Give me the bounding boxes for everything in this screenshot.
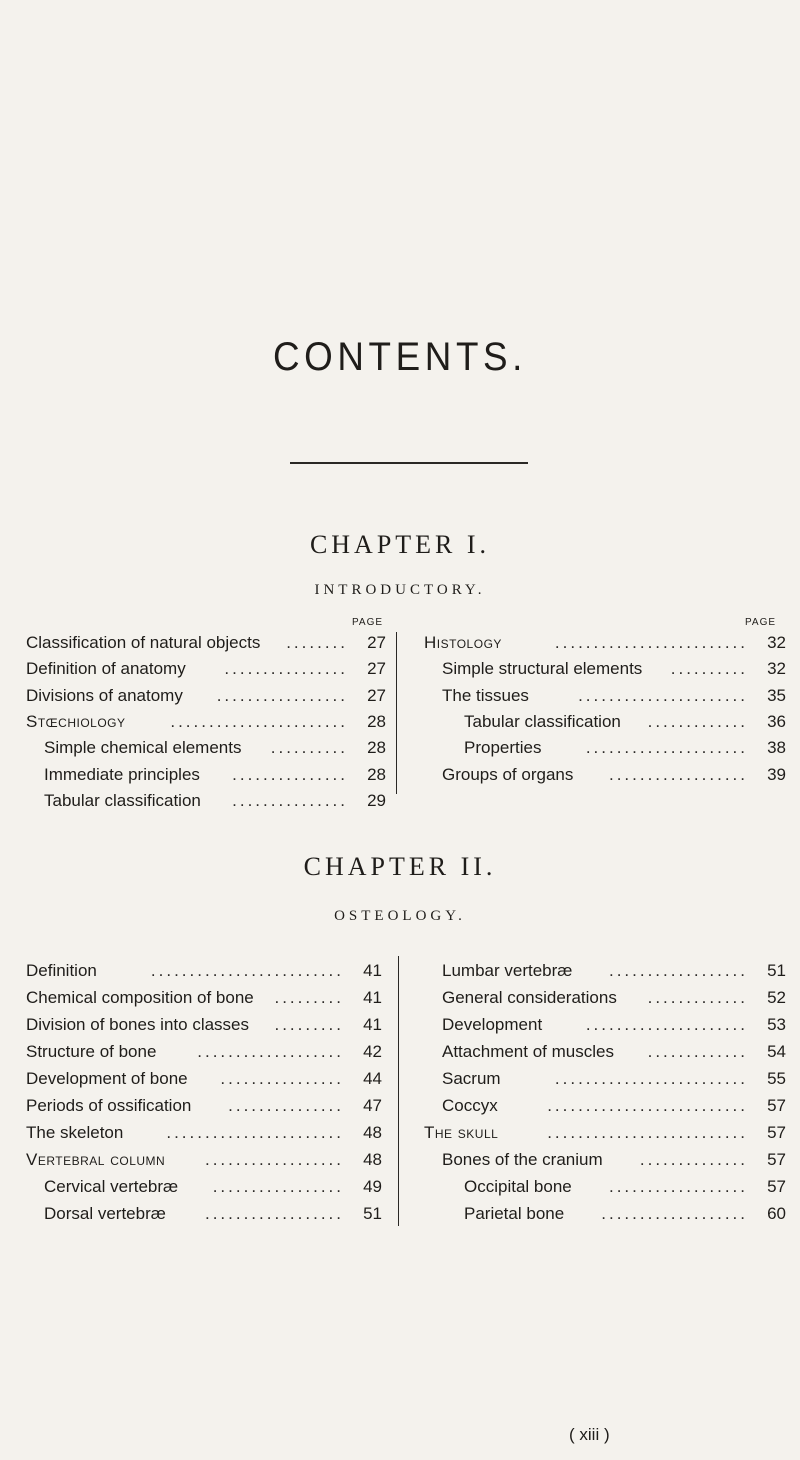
leader-dots: ......................... bbox=[150, 961, 344, 980]
leader-dots: .......... bbox=[670, 659, 748, 679]
toc-entry-page-number: 53 bbox=[767, 1015, 786, 1034]
toc-entry-title: Structure of bone bbox=[26, 1042, 157, 1061]
toc-entry-title: Definition bbox=[26, 961, 97, 980]
toc-entry bbox=[424, 762, 786, 788]
toc-entry-page-number: 47 bbox=[363, 1096, 382, 1115]
toc-entry-page-number: 29 bbox=[367, 790, 386, 810]
toc-entry-title: Coccyx bbox=[442, 1096, 498, 1115]
toc-entry-page-number: 36 bbox=[767, 711, 786, 731]
toc-entry-page-number: 57 bbox=[767, 1177, 786, 1196]
leader-dots: ...................... bbox=[578, 685, 748, 705]
toc-entry-title: Division of bones into classes bbox=[26, 1015, 250, 1034]
toc-entry-title: General considerations bbox=[442, 988, 617, 1007]
toc-entry-page-number: 41 bbox=[363, 1015, 382, 1034]
leader-dots: ................. bbox=[212, 1177, 344, 1196]
page-number: ( xiii ) bbox=[569, 1425, 610, 1444]
toc-entry-title: Definition of anatomy bbox=[26, 659, 186, 679]
toc-entry bbox=[26, 1039, 382, 1065]
leader-dots: ................. bbox=[216, 685, 348, 705]
toc-entry bbox=[26, 656, 386, 682]
leader-dots: ......................... bbox=[554, 633, 748, 652]
toc-entry bbox=[424, 958, 786, 984]
toc-entry bbox=[424, 985, 786, 1011]
toc-entry-title: Development of bone bbox=[26, 1069, 188, 1088]
toc-entry-page-number: 44 bbox=[363, 1069, 382, 1088]
toc-entry-title: Sacrum bbox=[442, 1069, 501, 1088]
toc-entry-page-number: 28 bbox=[367, 711, 386, 731]
toc-entry-title: Properties bbox=[464, 738, 542, 758]
leader-dots: ..................... bbox=[585, 1015, 748, 1034]
toc-entry-title: Chemical composition of bone bbox=[26, 988, 254, 1007]
leader-dots: ............. bbox=[647, 711, 748, 731]
toc-entry-title: Groups of organs bbox=[442, 764, 574, 784]
toc-entry bbox=[424, 1201, 786, 1227]
toc-entry bbox=[26, 683, 386, 709]
toc-entry bbox=[26, 630, 386, 656]
toc-entry bbox=[424, 630, 786, 656]
toc-entry bbox=[26, 709, 386, 735]
toc-entry bbox=[424, 735, 786, 761]
page-title: CONTENTS. bbox=[272, 335, 528, 379]
chapter-2-column-divider bbox=[398, 956, 399, 1226]
toc-entry-title: The skeleton bbox=[26, 1123, 124, 1142]
leader-dots: .............. bbox=[639, 1150, 748, 1169]
toc-entry-page-number: 51 bbox=[363, 1204, 382, 1223]
toc-entry bbox=[424, 1039, 786, 1065]
toc-entry-page-number: 55 bbox=[767, 1069, 786, 1088]
leader-dots: ............... bbox=[228, 1096, 344, 1115]
chapter-2-heading: CHAPTER II. bbox=[303, 852, 497, 881]
chapter-2-subheading: OSTEOLOGY. bbox=[334, 908, 466, 924]
toc-entry-title: Vertebral column bbox=[26, 1150, 166, 1169]
toc-entry bbox=[26, 985, 382, 1011]
toc-entry-page-number: 57 bbox=[767, 1096, 786, 1115]
leader-dots: ................... bbox=[197, 1042, 344, 1061]
toc-entry-page-number: 51 bbox=[767, 961, 786, 980]
title-rule bbox=[290, 462, 528, 464]
toc-entry-page-number: 57 bbox=[767, 1150, 786, 1169]
leader-dots: .......................... bbox=[547, 1096, 748, 1115]
toc-entry bbox=[424, 1093, 786, 1119]
leader-dots: ......................... bbox=[554, 1069, 748, 1088]
toc-entry bbox=[424, 709, 786, 735]
leader-dots: ................ bbox=[224, 659, 348, 679]
toc-entry-title: Lumbar vertebræ bbox=[442, 961, 573, 980]
toc-entry-title: Simple chemical elements bbox=[44, 738, 242, 758]
leader-dots: ................... bbox=[601, 1204, 748, 1223]
toc-entry-page-number: 48 bbox=[363, 1150, 382, 1169]
toc-entry bbox=[26, 735, 386, 761]
leader-dots: .................. bbox=[608, 1177, 748, 1196]
toc-entry-title: Attachment of muscles bbox=[442, 1042, 614, 1061]
toc-entry-page-number: 28 bbox=[367, 764, 386, 784]
leader-dots: .......................... bbox=[547, 1123, 748, 1142]
leader-dots: ........ bbox=[286, 633, 348, 652]
leader-dots: .................. bbox=[608, 764, 748, 784]
toc-entry-title: The skull bbox=[424, 1123, 499, 1142]
toc-entry bbox=[26, 762, 386, 788]
toc-entry bbox=[424, 1066, 786, 1092]
toc-entry-page-number: 54 bbox=[767, 1042, 786, 1061]
leader-dots: ............. bbox=[647, 1042, 748, 1061]
leader-dots: .................. bbox=[204, 1150, 344, 1169]
toc-entry-page-number: 38 bbox=[767, 738, 786, 758]
toc-entry-page-number: 35 bbox=[767, 685, 786, 705]
leader-dots: .......... bbox=[270, 738, 348, 758]
chapter-1-column-divider bbox=[396, 632, 397, 794]
leader-dots: ....................... bbox=[170, 711, 348, 731]
leader-dots: ......... bbox=[274, 1015, 344, 1034]
toc-entry-page-number: 48 bbox=[363, 1123, 382, 1142]
toc-entry-title: Parietal bone bbox=[464, 1204, 565, 1223]
toc-entry bbox=[26, 1066, 382, 1092]
toc-entry-page-number: 49 bbox=[363, 1177, 382, 1196]
toc-entry bbox=[26, 1147, 382, 1173]
chapter-1-left-page-label: PAGE bbox=[352, 617, 384, 628]
chapter-1-heading: CHAPTER I. bbox=[309, 530, 491, 559]
toc-entry bbox=[424, 1147, 786, 1173]
toc-entry-page-number: 60 bbox=[767, 1204, 786, 1223]
toc-entry-page-number: 41 bbox=[363, 961, 382, 980]
toc-entry-page-number: 32 bbox=[767, 659, 786, 679]
toc-entry bbox=[424, 1012, 786, 1038]
leader-dots: ............. bbox=[647, 988, 748, 1007]
leader-dots: ................ bbox=[220, 1069, 344, 1088]
toc-entry bbox=[26, 1120, 382, 1146]
toc-entry bbox=[26, 1201, 382, 1227]
toc-entry-page-number: 57 bbox=[767, 1123, 786, 1142]
toc-entry bbox=[424, 656, 786, 682]
toc-entry-title: Bones of the cranium bbox=[442, 1150, 603, 1169]
toc-entry bbox=[424, 683, 786, 709]
toc-entry bbox=[424, 1120, 786, 1146]
toc-entry-title: Development bbox=[442, 1015, 543, 1034]
chapter-1-right-page-label: PAGE bbox=[745, 617, 777, 628]
leader-dots: ..................... bbox=[585, 738, 748, 758]
toc-entry-title: Occipital bone bbox=[464, 1177, 572, 1196]
toc-entry-title: The tissues bbox=[442, 685, 529, 705]
toc-entry-page-number: 52 bbox=[767, 988, 786, 1007]
toc-entry bbox=[26, 958, 382, 984]
toc-entry-page-number: 32 bbox=[767, 633, 786, 652]
toc-entry-title: Dorsal vertebræ bbox=[44, 1204, 166, 1223]
toc-entry-title: Classification of natural objects bbox=[26, 633, 261, 652]
toc-entry-title: Cervical vertebræ bbox=[44, 1177, 179, 1196]
toc-entry-title: Stœchiology bbox=[26, 711, 126, 731]
toc-entry-title: Immediate principles bbox=[44, 764, 200, 784]
toc-entry-page-number: 42 bbox=[363, 1042, 382, 1061]
toc-entry-title: Tabular classification bbox=[44, 790, 201, 810]
toc-entry bbox=[424, 1174, 786, 1200]
chapter-1-subheading: INTRODUCTORY. bbox=[314, 582, 486, 598]
toc-entry bbox=[26, 1012, 382, 1038]
toc-entry-title: Simple structural elements bbox=[442, 659, 643, 679]
toc-entry-page-number: 27 bbox=[367, 633, 386, 652]
toc-entry-page-number: 27 bbox=[367, 685, 386, 705]
toc-entry-title: Histology bbox=[424, 633, 502, 652]
leader-dots: .................. bbox=[204, 1204, 344, 1223]
toc-entry-page-number: 27 bbox=[367, 659, 386, 679]
toc-entry-title: Tabular classification bbox=[464, 711, 621, 731]
leader-dots: ....................... bbox=[166, 1123, 344, 1142]
toc-entry-page-number: 28 bbox=[367, 738, 386, 758]
toc-entry bbox=[26, 788, 386, 814]
toc-entry-title: Divisions of anatomy bbox=[26, 685, 183, 705]
leader-dots: ......... bbox=[274, 988, 344, 1007]
toc-entry-page-number: 39 bbox=[767, 764, 786, 784]
leader-dots: ............... bbox=[232, 790, 348, 810]
toc-entry bbox=[26, 1093, 382, 1119]
leader-dots: ............... bbox=[232, 764, 348, 784]
toc-entry-title: Periods of ossification bbox=[26, 1096, 192, 1115]
toc-entry-page-number: 41 bbox=[363, 988, 382, 1007]
toc-entry bbox=[26, 1174, 382, 1200]
leader-dots: .................. bbox=[608, 961, 748, 980]
